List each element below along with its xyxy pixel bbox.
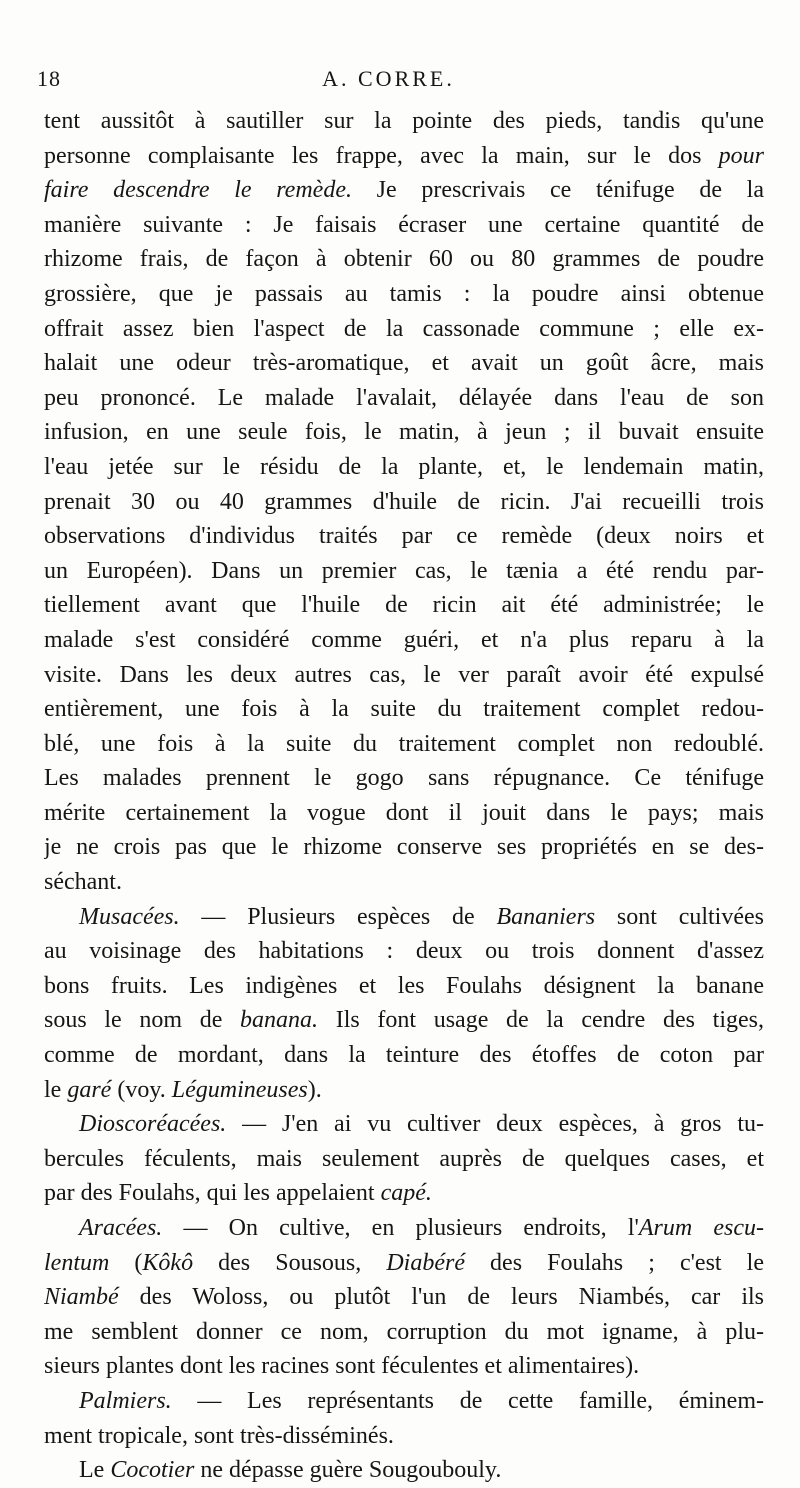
text-line — [44, 1349, 764, 1384]
italic-text: Dioscoréacées. — [79, 1111, 227, 1138]
text-line — [44, 658, 764, 693]
text-run: — J'en ai vu cultiver deux espèces, à gros tu- — [226, 1111, 764, 1138]
text-line — [44, 623, 764, 658]
text-line — [44, 1107, 764, 1142]
text-run: (voy. — [111, 1076, 172, 1103]
italic-text: Bananiers — [496, 903, 596, 930]
italic-text: Musacées. — [79, 903, 180, 930]
text-line — [44, 969, 764, 1004]
text-line — [44, 1453, 764, 1488]
text-run: Je prescrivais ce ténifuge de la — [351, 177, 764, 204]
text-run: visite. Dans les deux autres cas, le ver paraît avoir été expulsé — [44, 661, 764, 688]
italic-text: Palmiers. — [79, 1387, 172, 1414]
text-run: des Sousous, — [193, 1249, 387, 1276]
text-run: manière suivante : Je faisais écraser une certaine quantité de — [44, 211, 764, 238]
italic-text: garé — [67, 1076, 112, 1103]
text-line — [44, 692, 764, 727]
text-line — [44, 900, 764, 935]
text-line — [44, 242, 764, 277]
text-line — [44, 1142, 764, 1177]
text-line — [44, 208, 764, 243]
text-run: ( — [109, 1249, 143, 1276]
text-run: grossière, que je passais au tamis : la poudre ainsi obtenue — [44, 280, 764, 307]
text-run: — Plusieurs espèces de — [179, 903, 497, 930]
text-line — [44, 277, 764, 312]
text-run: offrait assez bien l'aspect de la cassonade commune ; elle ex- — [44, 315, 764, 342]
text-run: séchant. — [44, 869, 122, 896]
text-line — [44, 1176, 764, 1211]
text-run: — On cultive, en plusieurs endroits, l' — [162, 1215, 639, 1241]
italic-text: Arum escu- — [638, 1215, 764, 1241]
text-line — [44, 761, 764, 796]
text-line — [44, 1246, 764, 1281]
text-run: des Foulahs ; c'est le — [464, 1249, 764, 1276]
text-line — [44, 485, 764, 520]
text-run: rhizome frais, de façon à obtenir 60 ou 80 grammes de poudre — [44, 246, 764, 273]
italic-text: Diabéré — [386, 1249, 465, 1276]
text-line — [44, 1038, 764, 1073]
text-run: ne dépasse guère Sougoubouly. — [194, 1457, 502, 1484]
italic-text: Légumineuses — [171, 1076, 308, 1103]
text-run: malade s'est considéré comme guéri, et n'a plus reparu à la — [44, 626, 764, 653]
italic-text: capé. — [380, 1180, 432, 1207]
text-run: au voisinage des habitations : deux ou trois donnent d'assez — [44, 938, 764, 965]
text-line — [44, 450, 764, 485]
text-line — [44, 1315, 764, 1350]
text-run: ment tropicale, sont très-disséminés. — [44, 1422, 394, 1449]
text-run: Le — [79, 1457, 111, 1484]
text-run: comme de mordant, dans la teinture des étoffes de coton par — [44, 1042, 764, 1069]
text-line — [44, 830, 764, 865]
text-line — [44, 104, 764, 139]
running-head — [37, 66, 740, 100]
text-line — [44, 796, 764, 831]
text-run: le — [44, 1076, 68, 1103]
text-line — [44, 1419, 764, 1454]
text-line — [44, 173, 764, 208]
text-line — [44, 519, 764, 554]
text-run: blé, une fois à la suite du traitement complet non redoublé. — [44, 730, 764, 757]
text-run: infusion, en une seule fois, le matin, à jeun ; il buvait ensuite — [44, 419, 764, 446]
text-line — [44, 1003, 764, 1038]
italic-text: Niambé — [44, 1284, 119, 1311]
text-run: un Européen). Dans un premier cas, le tænia a été rendu par- — [44, 557, 764, 584]
text-run: tent aussitôt à sautiller sur la pointe des pieds, tandis qu'une — [44, 108, 764, 134]
page-number: 18 — [37, 66, 61, 91]
text-run: bercules féculents, mais seulement auprès de quelques cases, et — [44, 1145, 764, 1172]
running-title: A. CORRE. — [322, 66, 455, 91]
text-run: halait une odeur très-aromatique, et avait un goût âcre, mais — [44, 350, 764, 377]
text-run: personne complaisante les frappe, avec la main, sur le dos — [44, 142, 719, 169]
text-line — [44, 554, 764, 589]
text-run: — Les représentants de cette famille, éminem- — [171, 1387, 764, 1414]
text-run: me semblent donner ce nom, corruption du mot igname, à plu- — [44, 1318, 764, 1345]
text-run: prenait 30 ou 40 grammes d'huile de ricin. J'ai recueilli trois — [44, 488, 764, 515]
italic-text: faire descendre le remède. — [44, 177, 352, 204]
text-run: peu prononcé. Le malade l'avalait, délayée dans l'eau de son — [44, 384, 764, 411]
text-run: mérite certainement la vogue dont il jouit dans le pays; mais — [44, 799, 764, 826]
text-line — [44, 1211, 764, 1246]
text-run: entièrement, une fois à la suite du traitement complet redou- — [44, 696, 764, 723]
italic-text: pour — [718, 142, 764, 169]
text-run: par des Foulahs, qui les appelaient — [44, 1180, 381, 1207]
text-line — [44, 139, 764, 174]
text-run: ). — [307, 1076, 322, 1103]
text-run: bons fruits. Les indigènes et les Foulahs désignent la banane — [44, 972, 764, 999]
text-line — [44, 312, 764, 347]
text-line — [44, 1280, 764, 1315]
text-line — [44, 1073, 764, 1108]
text-line — [44, 727, 764, 762]
text-run: sous le nom de — [44, 1007, 241, 1034]
text-run: sont cultivées — [595, 903, 764, 930]
text-run: je ne crois pas que le rhizome conserve ses propriétés en se des- — [44, 834, 764, 861]
text-line — [44, 865, 764, 900]
text-line — [44, 346, 764, 381]
text-run: Ils font usage de la cendre des tiges, — [318, 1007, 764, 1034]
text-line — [44, 588, 764, 623]
text-run: tiellement avant que l'huile de ricin ait été administrée; le — [44, 592, 764, 619]
italic-text: Cocotier — [110, 1457, 195, 1484]
body-text — [44, 104, 764, 1488]
text-line — [44, 1384, 764, 1419]
italic-text: banana. — [240, 1007, 319, 1034]
text-run: sieurs plantes dont les racines sont féculentes et alimentaires). — [44, 1353, 640, 1380]
text-run: observations d'individus traités par ce remède (deux noirs et — [44, 523, 764, 550]
text-line — [44, 415, 764, 450]
italic-text: Kôkô — [142, 1249, 194, 1276]
text-line — [44, 934, 764, 969]
text-run: Les malades prennent le gogo sans répugnance. Ce ténifuge — [44, 765, 764, 792]
text-run: des Woloss, ou plutôt l'un de leurs Niambés, car ils — [118, 1284, 764, 1311]
italic-text: lentum — [44, 1249, 110, 1276]
text-run: l'eau jetée sur le résidu de la plante, et, le lendemain matin, — [44, 453, 764, 480]
italic-text: Aracées. — [79, 1215, 163, 1241]
text-line — [44, 381, 764, 416]
